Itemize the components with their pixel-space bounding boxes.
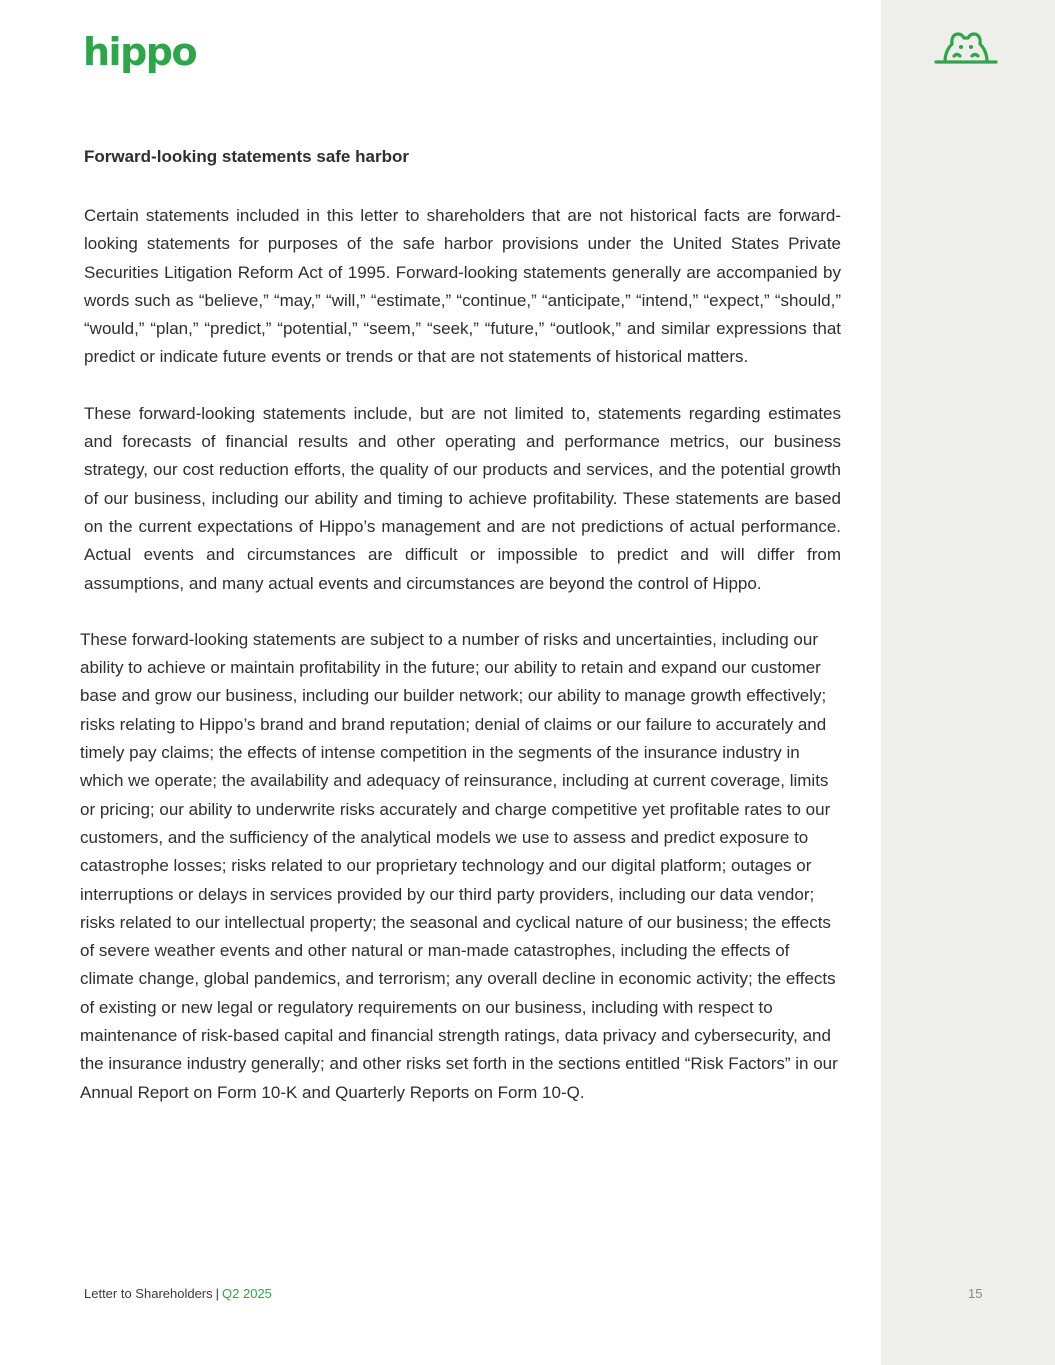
paragraph-risks-list: These forward-looking statements are subject to a number of risks and uncertainties, including our ability to achieve or maintain profitability in the future; our ability to retain and expand our customer base and grow our business, including our builder network; our ability to manage growth effectively; risks relating to Hippo’s brand and brand reputation; denial of claims or our failure to accurately and timely pay claims; the effects of intense competition in the segments of the insurance industry in which we operate; the availability and adequacy of reinsurance, including at current coverage, limits or pricing; our ability to underwrite risks accurately and charge competitive yet profitable rates to our customers, and the sufficiency of the analytical models we use to assess and predict exposure to catastrophe losses; risks related to our proprietary technology and our digital platform; outages or interruptions or delays in services provided by our third party providers, including our data vendor; risks related to our intellectual property; the seasonal and cyclical nature of our business; the effects of severe weather events and other natural or man-made catastrophes, including the effects of climate change, global pandemics, and terrorism; any overall decline in economic activity; the effects of existing or new legal or regulatory requirements on our business, including with respect to maintenance of risk-based capital and financial strength ratings, data privacy and cybersecurity, and the insurance industry generally; and other risks set forth in the sections entitled “Risk Factors” in our Annual Report on Form 10-K and Quarterly Reports on Form 10-Q. bbox=[80, 629, 838, 1102]
right-sidebar-panel bbox=[881, 0, 1055, 1365]
hippo-logo: hippo bbox=[83, 30, 197, 74]
footer-doc-label bbox=[84, 1286, 272, 1301]
section-heading: Forward-looking statements safe harbor bbox=[84, 147, 409, 166]
paragraph-safe-harbor-intro: Certain statements included in this letter to shareholders that are not historical facts are forward-looking statements for purposes of the safe harbor provisions under the United States Private Securities Litigation Reform Act of 1995. Forward-looking statements generally are accompanied by words such as “believe,” “may,” “will,” “estimate,” “continue,” “anticipate,” “intend,” “expect,” “should,” “would,” “plan,” “predict,” “potential,” “seem,” “seek,” “future,” “outlook,” and similar expressions that predict or indicate future events or trends or that are not statements of historical matters. bbox=[84, 206, 841, 367]
footer-period: Q2 2025 bbox=[222, 1286, 272, 1301]
page-number: 15 bbox=[968, 1286, 983, 1301]
hippo-face-icon bbox=[932, 30, 1000, 66]
footer-separator: | bbox=[215, 1286, 220, 1301]
paragraph-statements-scope: These forward-looking statements include, but are not limited to, statements regarding estimates and forecasts of financial results and other operating and performance metrics, our business strategy, our cost reduction efforts, the quality of our products and services, and the potential growth of our business, including our ability and timing to achieve profitability. These statements are based on the current expectations of Hippo’s management and are not predictions of actual performance. Actual events and circumstances are difficult or impossible to predict and will differ from assumptions, and many actual events and circumstances are beyond the control of Hippo. bbox=[84, 403, 841, 593]
footer-doc-title: Letter to Shareholders bbox=[84, 1286, 213, 1301]
main-content bbox=[80, 143, 841, 1107]
